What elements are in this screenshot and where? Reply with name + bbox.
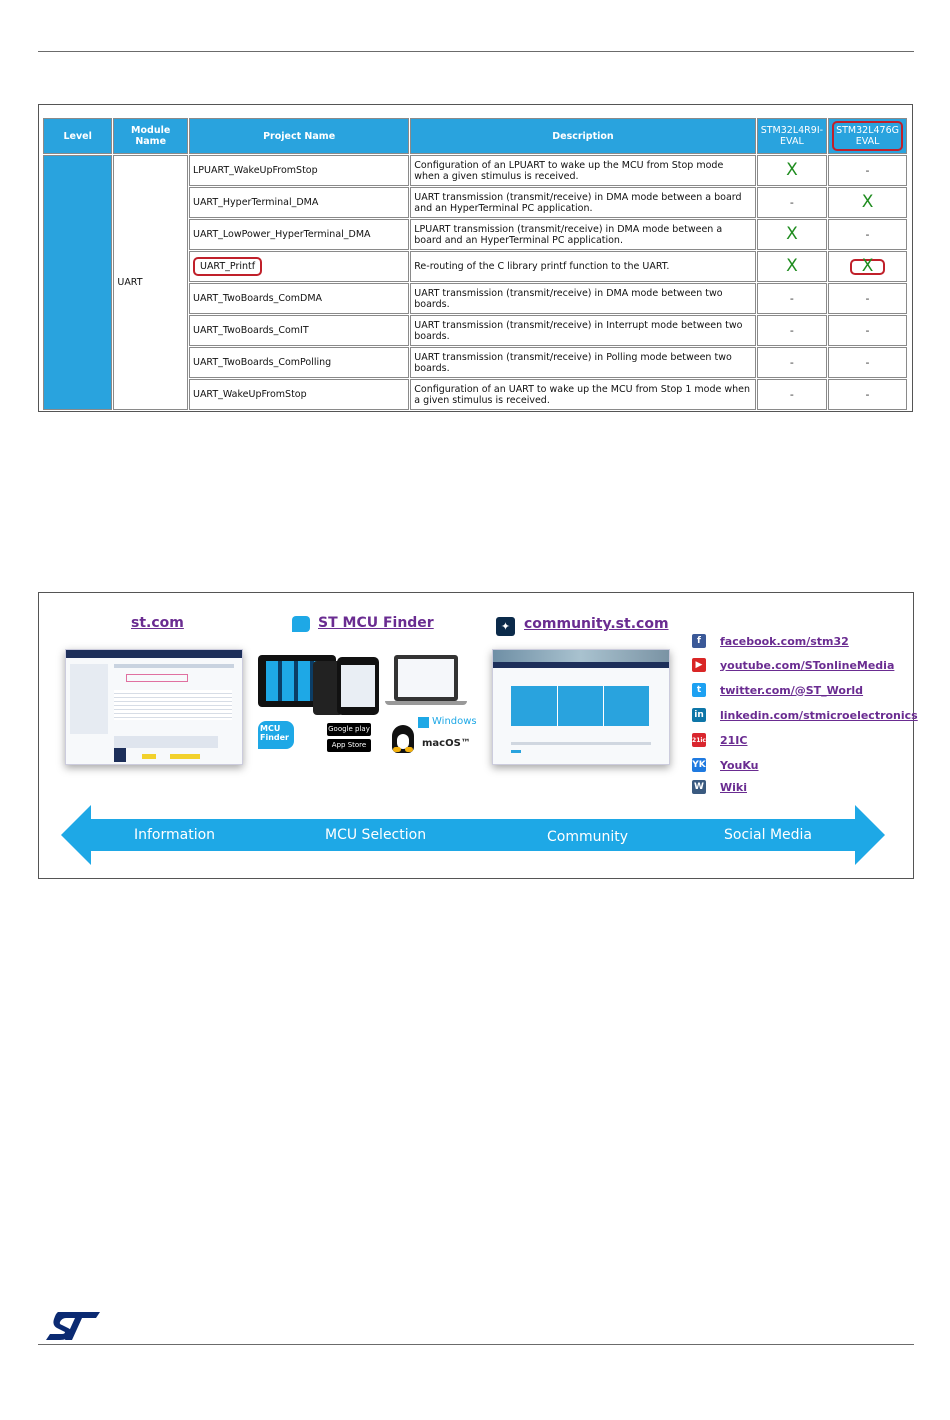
community-icon: ✦: [496, 617, 515, 636]
community-screenshot: [492, 649, 670, 765]
project-name: LPUART_WakeUpFromStop: [192, 165, 318, 176]
arrow-label-mcu-selection: MCU Selection: [325, 827, 427, 843]
mcu-finder-icon: [292, 616, 310, 632]
social-link-row[interactable]: [692, 682, 863, 698]
project-name: UART_TwoBoards_ComDMA: [192, 293, 323, 304]
supported-mark: X: [861, 255, 874, 276]
supported-mark: X: [786, 223, 798, 244]
project-name: UART_HyperTerminal_DMA: [192, 197, 319, 208]
arrow-label-social-media: Social Media: [724, 827, 813, 843]
not-supported-mark: -: [865, 292, 870, 305]
not-supported-mark: -: [865, 356, 870, 369]
board2-header: [828, 118, 907, 154]
project-name: UART_TwoBoards_ComPolling: [192, 357, 332, 368]
social-link-row[interactable]: [692, 657, 894, 673]
mcu-finder-badge-label: MCU Finder: [260, 724, 289, 742]
twitter-icon: t: [692, 683, 706, 697]
board1-support-cell: [757, 251, 827, 282]
project-name-header: Project Name: [189, 118, 409, 154]
level-cell: [43, 155, 112, 410]
not-supported-mark: -: [865, 388, 870, 401]
social-link-label[interactable]: YouKu: [720, 758, 759, 772]
project-name-cell: [189, 379, 409, 410]
not-supported-mark: -: [865, 164, 870, 177]
board2-support-cell: [828, 219, 907, 250]
board2-support-cell: [828, 315, 907, 346]
not-supported-mark: -: [789, 356, 794, 369]
wiki-icon: W: [692, 780, 706, 794]
windows-label: Windows: [432, 716, 477, 727]
social-link-label[interactable]: facebook.com/stm32: [720, 634, 849, 648]
social-link-row[interactable]: [692, 732, 747, 748]
uart-examples-figure: [38, 104, 913, 412]
board2-header-label: STM32L476G EVAL: [836, 125, 899, 147]
social-link-label[interactable]: youtube.com/STonlineMedia: [720, 658, 895, 672]
project-name: UART_TwoBoards_ComIT: [192, 325, 309, 336]
project-name-cell: [189, 251, 409, 282]
description-cell: Re-routing of the C library printf function to the UART.: [410, 251, 755, 282]
phone-device-2: [337, 657, 379, 715]
mcu-finder-badge: [258, 721, 294, 749]
youku-icon: YK: [692, 760, 706, 770]
linkedin-icon: in: [692, 708, 706, 722]
not-supported-mark: -: [789, 196, 794, 209]
project-name-cell: [189, 347, 409, 378]
level-header: Level: [43, 118, 112, 154]
st-logo: [44, 1310, 106, 1342]
header-rule: [38, 51, 914, 52]
supported-mark: X: [786, 255, 798, 276]
st-com-screenshot: [65, 649, 243, 765]
google-play-badge[interactable]: [327, 723, 371, 736]
description-cell: Configuration of an UART to wake up the MCU from Stop 1 mode when a given stimulus is received.: [410, 379, 755, 410]
app-store-badge[interactable]: [327, 739, 371, 752]
description-cell: LPUART transmission (transmit/receive) in DMA mode between a board and an HyperTerminal PC application.: [410, 219, 755, 250]
supported-mark: X: [861, 191, 874, 212]
uart-examples-table: [42, 117, 908, 411]
not-supported-mark: -: [865, 228, 870, 241]
facebook-icon: f: [692, 634, 706, 648]
board1-header: [757, 118, 827, 154]
board1-support-cell: [757, 283, 827, 314]
project-name-cell: [189, 187, 409, 218]
board1-support-cell: [757, 347, 827, 378]
social-link-label[interactable]: linkedin.com/stmicroelectronics: [720, 708, 918, 722]
youtube-icon: ▶: [692, 658, 706, 672]
project-name-cell: [189, 283, 409, 314]
project-name: UART_LowPower_HyperTerminal_DMA: [192, 229, 371, 240]
arrow-label-community: Community: [547, 829, 629, 845]
board1-header-label: STM32L4R9I-EVAL: [760, 125, 824, 147]
table-header-row: [43, 118, 907, 154]
project-name: UART_Printf: [193, 257, 262, 276]
description-cell: UART transmission (transmit/receive) in Interrupt mode between two boards.: [410, 315, 755, 346]
board2-support-cell: [828, 187, 907, 218]
board2-support-cell: [828, 347, 907, 378]
project-name-cell: [189, 155, 409, 186]
21ic-icon: 21ic: [692, 733, 706, 747]
board1-support-cell: [757, 187, 827, 218]
st-ecosystem-figure: [38, 592, 918, 879]
printf-board2-highlight: [850, 255, 886, 276]
description-cell: Configuration of an LPUART to wake up the MCU from Stop mode when a given stimulus is received.: [410, 155, 755, 186]
social-link-row[interactable]: [692, 757, 759, 773]
board2-support-cell: [828, 379, 907, 410]
supported-mark: X: [786, 159, 798, 180]
macos-label: macOS™: [422, 738, 471, 749]
social-link-row[interactable]: [692, 707, 918, 723]
not-supported-mark: -: [789, 388, 794, 401]
app-store-label: App Store: [331, 741, 367, 749]
google-play-label: Google play: [328, 725, 370, 733]
board1-support-cell: [757, 219, 827, 250]
mcu-finder-link[interactable]: ST MCU Finder: [318, 615, 434, 631]
footer-rule: [38, 1344, 914, 1345]
not-supported-mark: -: [865, 324, 870, 337]
description-cell: UART transmission (transmit/receive) in Polling mode between two boards.: [410, 347, 755, 378]
social-link-label[interactable]: Wiki: [720, 780, 747, 794]
linux-tux-icon: [392, 725, 414, 753]
project-name: UART_WakeUpFromStop: [192, 389, 307, 400]
board2-support-cell: [828, 251, 907, 282]
description-header: Description: [410, 118, 755, 154]
description-cell: UART transmission (transmit/receive) in DMA mode between two boards.: [410, 283, 755, 314]
project-name-cell: [189, 315, 409, 346]
st-logo-text: ST: [104, 1330, 106, 1331]
community-link[interactable]: community.st.com: [524, 616, 669, 632]
social-link-label[interactable]: 21IC: [720, 733, 748, 747]
board1-support-cell: [757, 155, 827, 186]
not-supported-mark: -: [789, 324, 794, 337]
laptop-base: [385, 701, 467, 705]
laptop-device: [394, 655, 458, 701]
module-name-cell: UART: [113, 155, 188, 410]
description-cell: UART transmission (transmit/receive) in DMA mode between a board and an HyperTerminal PC application.: [410, 187, 755, 218]
arrow-label-information: Information: [134, 827, 216, 843]
board1-support-cell: [757, 315, 827, 346]
social-link-label[interactable]: twitter.com/@ST_World: [720, 683, 864, 697]
st-com-link[interactable]: st.com: [131, 615, 184, 631]
windows-icon: [418, 717, 429, 728]
board2-support-cell: [828, 283, 907, 314]
board1-support-cell: [757, 379, 827, 410]
social-link-row[interactable]: [692, 633, 849, 649]
board2-header-highlight: [832, 121, 903, 151]
module-name-header: Module Name: [113, 118, 188, 154]
not-supported-mark: -: [789, 292, 794, 305]
table-row: [43, 155, 907, 186]
board2-support-cell: [828, 155, 907, 186]
project-name-cell: [189, 219, 409, 250]
